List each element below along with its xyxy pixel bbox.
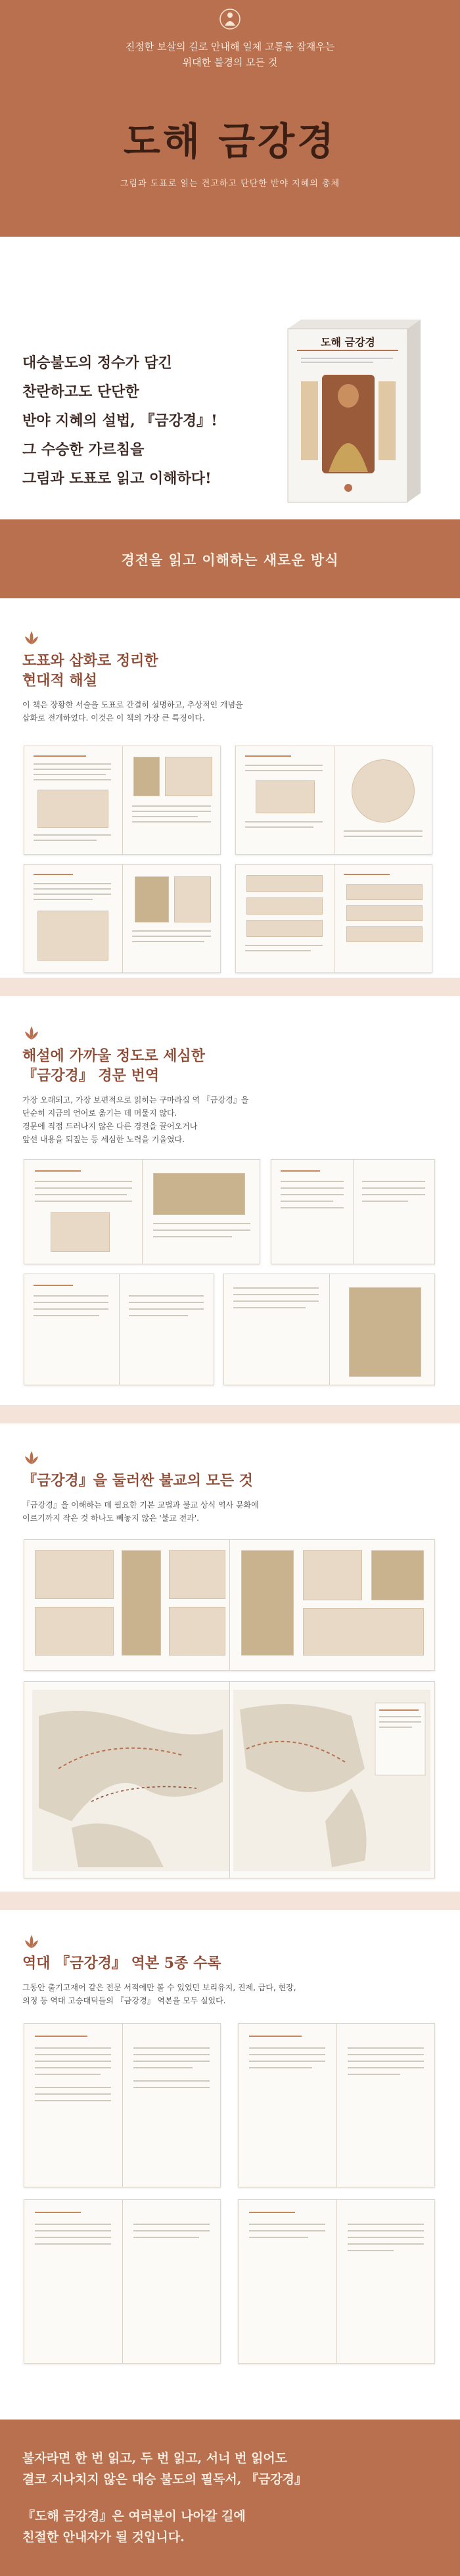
- closing-line: 결코 지나치지 않은 대승 불도의 필독서, 『금강경』: [22, 2472, 308, 2487]
- page-spread-sample: [24, 2199, 221, 2364]
- section-divider: [0, 1405, 460, 1423]
- feature-band-caption: 경전을 읽고 이해하는 새로운 방식: [121, 552, 339, 568]
- intro-line: 찬란하고도 단단한: [22, 383, 139, 400]
- page-spread-sample: [235, 864, 432, 973]
- page-spread-sample: [238, 2199, 435, 2364]
- feature-band: [0, 519, 460, 598]
- page-spread-sample: [238, 2023, 435, 2187]
- page-spread-sample: [24, 1159, 260, 1264]
- section-heading: 역대 『금강경』 역본 5종 수록: [22, 1955, 221, 1972]
- section-body: 의정 등 역대 고승대덕들의 『금강경』 역본을 모두 실었다.: [22, 1996, 226, 2005]
- section-body: 그동안 출기고재어 같은 전문 서적에만 볼 수 있었던 보리유지, 진제, 급다, 현장,: [22, 1983, 296, 1992]
- hero-subtitle: 그림과 도표로 읽는 견고하고 단단한 반야 지혜의 총체: [120, 179, 340, 189]
- closing-line: 『도해 금강경』은 여러분이 나아갈 길에: [22, 2509, 246, 2523]
- section-heading: 『금강경』 경문 번역: [22, 1067, 160, 1084]
- lotus-icon: [22, 630, 41, 647]
- intro-line: 대승불도의 정수가 담긴: [22, 354, 172, 371]
- closing-line: 불자라면 한 번 읽고, 두 번 읽고, 서너 번 읽어도: [22, 2451, 288, 2466]
- page-spread-sample: [24, 1274, 214, 1385]
- page-spread-sample: [24, 2023, 221, 2187]
- section-buddhism-reference: [0, 1423, 460, 1910]
- section-body: 이르기까지 작은 것 하나도 빼놓지 않은 '불교 전과'.: [22, 1514, 199, 1523]
- page-spread-sample: [235, 746, 432, 855]
- closing-banner: [0, 2420, 460, 2576]
- section-body: 가장 오래되고, 가장 보편적으로 읽히는 구마라집 역 『금강경』을: [22, 1095, 249, 1105]
- section-body: 『금강경』을 이해하는 데 필요한 기본 교법과 불교 상식 역사 문화에: [22, 1500, 259, 1510]
- lotus-icon: [22, 1934, 41, 1951]
- section-heading: 해설에 가까울 정도로 세심한: [22, 1047, 206, 1064]
- map-illustration: [233, 1690, 430, 1871]
- section-divider: [0, 978, 460, 996]
- page-spread-sample: [24, 746, 221, 855]
- page-spread-sample: [271, 1159, 435, 1264]
- section-body: 앞선 내용을 되짚는 등 세심한 노력을 기울였다.: [22, 1135, 185, 1144]
- section-heading: 현대적 해설: [22, 672, 97, 689]
- hero-banner: [0, 0, 460, 237]
- buddha-emblem-icon: [219, 8, 241, 30]
- section-heading: 『금강경』을 둘러싼 불교의 모든 것: [22, 1472, 253, 1489]
- section-five-translations: [0, 1910, 460, 2420]
- section-body: 이 책은 장황한 서술을 도표로 간결히 설명하고, 추상적인 개념을: [22, 700, 243, 709]
- section-translation: [0, 996, 460, 1423]
- book-cover-title: 도해 금강경: [321, 336, 375, 348]
- section-body: 삽화로 전개하였다. 이것은 이 책의 가장 큰 특징이다.: [22, 713, 205, 723]
- section-body: 경문에 직접 드러나지 않은 다른 경전을 끌어오거나: [22, 1122, 198, 1131]
- section-heading: 도표와 삽화로 정리한: [22, 652, 158, 669]
- hero-tagline-line-2: 위대한 불경의 모든 것: [182, 57, 278, 68]
- section-divider: [0, 1892, 460, 1910]
- page-spread-sample: [24, 1681, 435, 1878]
- hero-title: 도해 금강경: [123, 119, 337, 164]
- book-cover-image: [275, 316, 426, 506]
- lotus-icon: [22, 1450, 41, 1467]
- closing-line: 친절한 안내자가 될 것입니다.: [22, 2530, 185, 2544]
- map-illustration: [32, 1690, 229, 1871]
- intro-line: 그림과 도표로 읽고 이해하다!: [22, 470, 212, 487]
- section-body: 단순히 지금의 언어로 옮기는 데 머물지 않다.: [22, 1109, 177, 1118]
- page-spread-sample: [24, 864, 221, 973]
- intro-line: 그 수승한 가르침을: [22, 441, 145, 458]
- page-spread-sample: [24, 1539, 435, 1671]
- intro-copy: [22, 348, 218, 493]
- section-diagram-commentary: [0, 598, 460, 996]
- page-spread-sample: [223, 1274, 435, 1385]
- intro-line: 반야 지혜의 설법, 『금강경』!: [22, 412, 218, 429]
- hero-tagline-line-1: 진정한 보살의 길로 안내해 일체 고통을 잠재우는: [125, 41, 335, 53]
- intro-section: [0, 237, 460, 513]
- lotus-icon: [22, 1025, 41, 1042]
